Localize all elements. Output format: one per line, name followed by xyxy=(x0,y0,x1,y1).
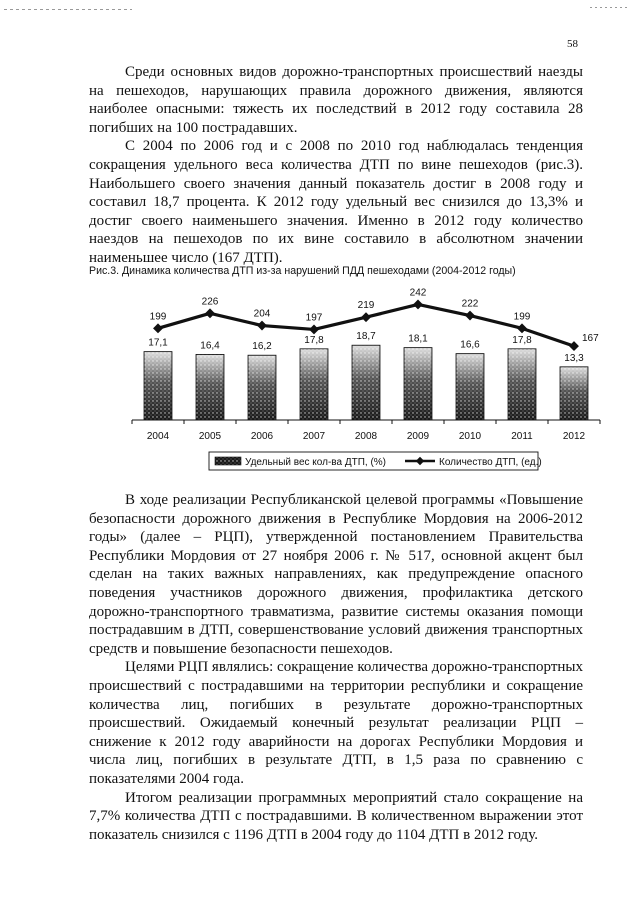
paragraph: Целями РЦП являлись: сокращение количества дорожно-транспортных происшествий с пострадавшими на территории республики и сокращение количества лиц, погибших в результате дорожно-транспортных происшествий. Ожидаемый конечный результат реализации РЦП – снижение к 2012 году аварийности на дорогах Республики Мордовия и числа лиц, погибших в результате ДТП, в 1,5 раза по сравнению с показателями 2004 года. xyxy=(89,659,583,787)
line-data-label: 199 xyxy=(149,311,167,323)
bar-data-label: 13,3 xyxy=(564,352,584,364)
line-point xyxy=(569,341,579,351)
line-point xyxy=(517,323,527,333)
bar-data-label: 17,8 xyxy=(512,334,532,346)
x-tick-label: 2005 xyxy=(198,431,222,442)
bar-highlight xyxy=(561,367,588,419)
bar-data-label: 17,8 xyxy=(304,334,324,346)
x-tick-label: 2006 xyxy=(250,431,274,442)
line-data-label: 242 xyxy=(409,287,427,299)
bar-highlight xyxy=(145,352,172,419)
bar-highlight xyxy=(353,346,380,420)
line-data-label: 226 xyxy=(201,296,219,308)
line-data-label: 199 xyxy=(513,311,531,323)
line-data-label: 204 xyxy=(253,308,271,320)
paragraph: В ходе реализации Республиканской целевой программы «Повышение безопасности дорожного движения в Республике Мордовия на 2006-2012 годы» (далее – РЦП), утвержденной постановлением Правительства Республики Мордовия от 27 ноября 2006 г. № 517, основной акцент был сделан на таких важных направлениях, как предупреждение опасного поведения участников дорожного движения, профилактика детского дорожно-транспортного травматизма, развитие системы оказания помощи пострадавшим в ДТП, совершенствование условий движения транспортных средств и повышение безопасности пешеходов. xyxy=(89,492,583,657)
bar-data-label: 18,1 xyxy=(408,333,428,345)
bar-data-label: 16,6 xyxy=(460,339,480,351)
x-tick-label: 2012 xyxy=(562,431,586,442)
line-point xyxy=(257,321,267,331)
line-data-label: 167 xyxy=(582,333,599,345)
paragraph: С 2004 по 2006 год и с 2008 по 2010 год наблюдалась тенденция сокращения удельного веса количества ДТП по вине пешеходов (рис.3). Наибольшего своего значения данный показатель достиг в 2008 году и составил 18,7 процента. К 2012 году удельный вес снизился до 13,3% и достиг своего наименьшего значения. Именно в 2012 году количество наездов на пешеходов по их вине составило в абсолютном значении наименьшее число (167 ДТП). xyxy=(89,138,583,266)
line-point xyxy=(465,311,475,321)
bar-highlight xyxy=(405,348,432,419)
bar-data-label: 16,4 xyxy=(200,340,220,352)
legend-label: Количество ДТП, (ед.) xyxy=(439,457,542,468)
line-data-label: 197 xyxy=(305,312,323,324)
line-data-label: 222 xyxy=(461,298,479,310)
line-point xyxy=(309,324,319,334)
line-point xyxy=(413,299,423,309)
legend-bar-swatch xyxy=(215,457,241,465)
line-point xyxy=(153,323,163,333)
paragraph: Среди основных видов дорожно-транспортных происшествий наезды на пешеходов, нарушающих правила дорожного движения, являются наиболее опасными: тяжесть их последствий в 2012 году составила 28 погибших на 100 пострадавших. xyxy=(89,64,583,136)
x-tick-label: 2008 xyxy=(354,431,378,442)
legend-label: Удельный вес кол-ва ДТП, (%) xyxy=(245,457,387,468)
bar-highlight xyxy=(509,349,536,419)
line-point xyxy=(361,312,371,322)
figure-caption: Рис.3. Динамика количества ДТП из-за нарушений ПДД пешеходами (2004-2012 годы) xyxy=(89,265,516,277)
paragraph: Итогом реализации программных мероприятий стало сокращение на 7,7% количества ДТП с пострадавшими. В количественном выражении этот показатель снизился с 1196 ДТП в 2004 году до 1104 ДТП в 2012 году. xyxy=(89,789,583,843)
x-tick-label: 2004 xyxy=(146,431,170,442)
bar-data-label: 16,2 xyxy=(252,341,272,353)
bar-highlight xyxy=(457,354,484,419)
bar-data-label: 17,1 xyxy=(148,337,168,349)
line-point xyxy=(205,308,215,318)
x-tick-label: 2007 xyxy=(302,431,326,442)
line-data-label: 219 xyxy=(357,300,375,312)
x-tick-label: 2009 xyxy=(406,431,430,442)
x-tick-label: 2011 xyxy=(511,431,533,442)
bar-highlight xyxy=(301,349,328,419)
bar-highlight xyxy=(249,356,276,420)
bar-highlight xyxy=(197,355,224,420)
x-tick-label: 2010 xyxy=(458,431,482,442)
page-number: 58 xyxy=(567,38,578,50)
chart-plot xyxy=(132,287,600,470)
bar-data-label: 18,7 xyxy=(356,331,376,343)
body-text-bottom xyxy=(89,491,583,844)
